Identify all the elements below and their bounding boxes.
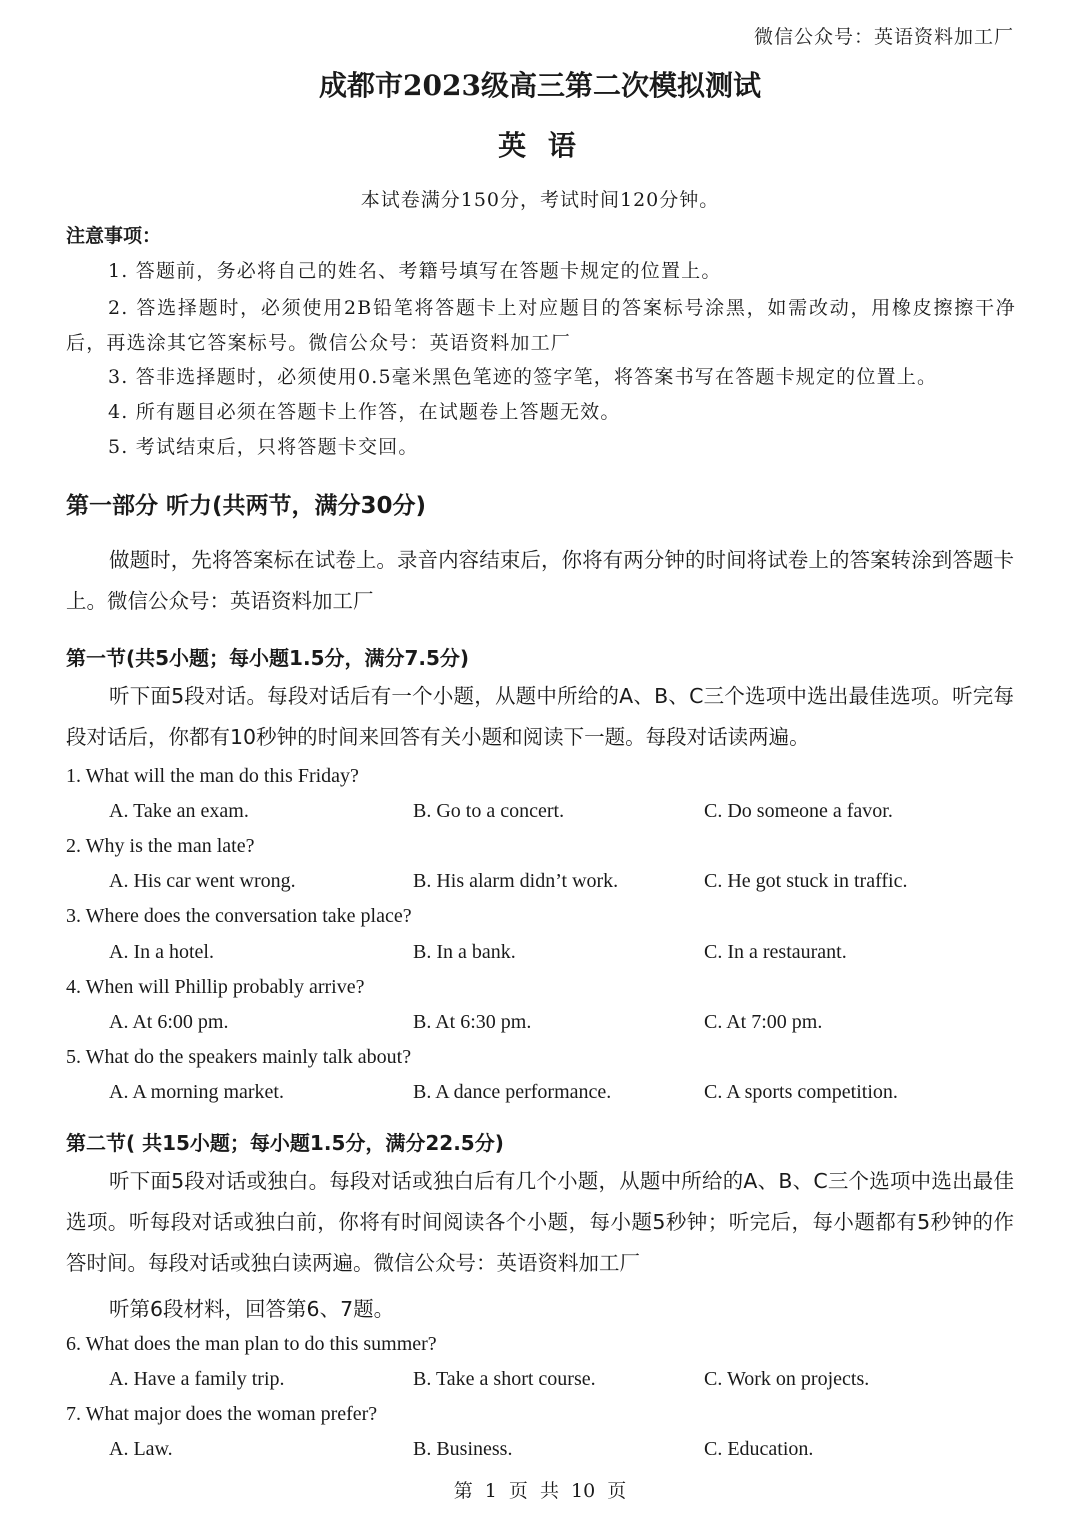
- subject-title: 英 语: [498, 129, 582, 162]
- option-b: B. His alarm didn’t work.: [413, 870, 619, 892]
- note-item: 4. 所有题目必须在答题卡上作答，在试题卷上答题无效。: [108, 401, 621, 423]
- option-c: C. He got stuck in traffic.: [704, 870, 908, 892]
- section2-heading: 第二节( 共15小题；每小题1.5分，满分22.5分): [66, 1131, 504, 1155]
- note-item: 2. 答选择题时，必须使用2B铅笔将答题卡上对应题目的答案标号涂黑，如需改动，用橡皮擦擦干净后，再选涂其它答案标号。微信公众号：英语资料加工厂: [66, 297, 1016, 354]
- option-a: A. In a hotel.: [109, 941, 214, 963]
- question: 2. Why is the man late?: [66, 835, 255, 857]
- material-note: 听第6段材料，回答第6、7题。: [109, 1297, 395, 1321]
- note-item: 5. 考试结束后，只将答题卡交回。: [108, 436, 419, 458]
- note-item: 1. 答题前，务必将自己的姓名、考籍号填写在答题卡规定的位置上。: [108, 260, 722, 282]
- option-b: B. Business.: [413, 1438, 513, 1460]
- option-c: C. A sports competition.: [704, 1081, 898, 1103]
- option-b: B. At 6:30 pm.: [413, 1011, 532, 1033]
- option-a: A. Take an exam.: [109, 800, 249, 822]
- exam-info: 本试卷满分150分，考试时间120分钟。: [360, 189, 720, 211]
- question: 4. When will Phillip probably arrive?: [66, 976, 365, 998]
- option-b: B. In a bank.: [413, 941, 516, 963]
- option-c: C. Do someone a favor.: [704, 800, 893, 822]
- section2-instructions: 听下面5段对话或独白。每段对话或独白后有几个小题，从题中所给的A、B、C三个选项中选出最佳选项。听每段对话或独白前，你将有时间阅读各个小题，每小题5秒钟；听完后，每小题都有5秒钟的作答时间。每段对话或独白读两遍。微信公众号：英语资料加工厂: [66, 1169, 1014, 1275]
- option-c: C. Work on projects.: [704, 1368, 870, 1390]
- option-a: A. Have a family trip.: [109, 1368, 285, 1390]
- question: 3. Where does the conversation take place?: [66, 905, 412, 927]
- option-a: A. His car went wrong.: [109, 870, 296, 892]
- section1-heading: 第一节(共5小题；每小题1.5分，满分7.5分): [66, 646, 470, 670]
- question: 5. What do the speakers mainly talk about?: [66, 1046, 412, 1068]
- question: 7. What major does the woman prefer?: [66, 1403, 378, 1425]
- question: 6. What does the man plan to do this summer?: [66, 1333, 437, 1355]
- part1-heading: 第一部分 听力(共两节，满分30分): [66, 493, 427, 519]
- option-b: B. Take a short course.: [413, 1368, 596, 1390]
- page-footer: 第 1 页 共 10 页: [453, 1480, 627, 1502]
- option-c: C. Education.: [704, 1438, 814, 1460]
- option-b: B. A dance performance.: [413, 1081, 612, 1103]
- section1-instructions: 听下面5段对话。每段对话后有一个小题，从题中所给的A、B、C三个选项中选出最佳选项。听完每段对话后，你都有10秒钟的时间来回答有关小题和阅读下一题。每段对话读两遍。: [66, 684, 1014, 749]
- option-c: C. In a restaurant.: [704, 941, 847, 963]
- option-a: A. Law.: [109, 1438, 173, 1460]
- watermark: 微信公众号：英语资料加工厂: [753, 26, 1014, 48]
- option-b: B. Go to a concert.: [413, 800, 565, 822]
- option-a: A. At 6:00 pm.: [109, 1011, 229, 1033]
- page-title: 成都市2023级高三第二次模拟测试: [319, 69, 761, 102]
- option-c: C. At 7:00 pm.: [704, 1011, 823, 1033]
- option-a: A. A morning market.: [109, 1081, 284, 1103]
- notes-heading: 注意事项：: [66, 225, 162, 247]
- note-item: 3. 答非选择题时，必须使用0.5毫米黑色笔迹的签字笔，将答案书写在答题卡规定的位置上。: [108, 366, 938, 388]
- question: 1. What will the man do this Friday?: [66, 765, 359, 787]
- part1-instructions: 做题时，先将答案标在试卷上。录音内容结束后，你将有两分钟的时间将试卷上的答案转涂到答题卡上。微信公众号：英语资料加工厂: [66, 548, 1014, 613]
